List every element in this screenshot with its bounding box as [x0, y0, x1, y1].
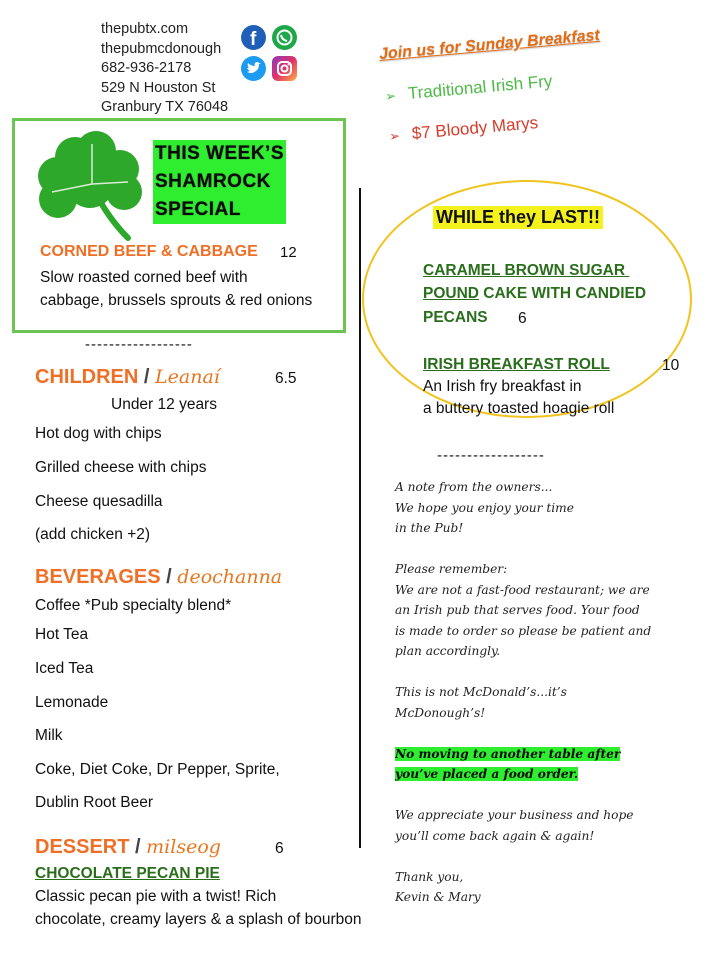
note-line: in the Pub! — [395, 521, 464, 535]
roll-description-line: An Irish fry breakfast in — [423, 378, 582, 395]
shamrock-special-title — [153, 140, 286, 224]
note-line: plan accordingly. — [395, 644, 501, 658]
note-line: A note from the owners... — [395, 480, 553, 494]
irish-breakfast-roll-price: 10 — [662, 357, 680, 374]
sunday-item-label: $7 Bloody Marys — [411, 113, 539, 144]
item-name-text: CAKE WITH CANDIED — [478, 285, 647, 302]
list-item: Hot dog with chips — [35, 425, 162, 442]
sunday-item-irish-fry — [384, 71, 553, 106]
instagram-icon[interactable] — [272, 56, 297, 81]
beverages-section-title: BEVERAGES / deochanna — [35, 566, 283, 588]
social-handle-text: thepubmcdonough — [101, 40, 222, 57]
social-icons — [240, 24, 300, 84]
arrow-bullet-icon: ➢ — [384, 88, 397, 105]
list-item: Cheese quesadilla — [35, 493, 163, 510]
list-item: Coke, Diet Coke, Dr Pepper, Sprite, — [35, 761, 280, 778]
note-line: Kevin & Mary — [395, 890, 481, 904]
facebook-icon[interactable] — [241, 25, 266, 50]
dessert-description-line: chocolate, creamy layers & a splash of bourbon — [35, 911, 362, 928]
while-they-last-banner: WHILE they LAST!! — [433, 206, 603, 229]
special-dish-name: CORNED BEEF & CABBAGE — [40, 243, 258, 260]
description-line: cabbage, brussels sprouts & red onions — [40, 292, 313, 309]
owners-note — [395, 477, 695, 908]
item-name-text: CARAMEL BROWN SUGAR — [423, 262, 630, 279]
list-item: Lemonade — [35, 694, 109, 711]
description-line: Slow roasted corned beef with — [40, 269, 248, 286]
irish-translation: milseog — [146, 836, 221, 858]
list-item: (add chicken +2) — [35, 526, 151, 543]
svg-text:f: f — [250, 29, 257, 50]
item-name-text: POUND — [423, 285, 479, 302]
caramel-cake-name — [423, 259, 646, 305]
list-item: Milk — [35, 727, 63, 744]
special-description — [40, 266, 340, 312]
roll-description-line: a buttery toasted hoagie roll — [423, 400, 615, 417]
divider: ------------------ — [85, 336, 193, 353]
section-title-text: CHILDREN — [35, 366, 139, 388]
note-line: an Irish pub that serves food. Your food — [395, 603, 640, 617]
irish-translation: deochanna — [177, 566, 283, 588]
note-line: This is not McDonald’s...it’s — [395, 685, 567, 699]
note-line: We hope you enjoy your time — [395, 500, 574, 515]
special-title-line: SHAMROCK — [155, 171, 271, 192]
note-line: you’ll come back again & again! — [395, 828, 595, 843]
note-line: We are not a fast-food restaurant; we are — [395, 582, 650, 597]
section-title-text: BEVERAGES — [35, 566, 161, 588]
dessert-dish-name: CHOCOLATE PECAN PIE — [35, 865, 220, 882]
list-item: Grilled cheese with chips — [35, 459, 207, 476]
street-text: 529 N Houston St — [101, 79, 216, 96]
whatsapp-icon[interactable] — [272, 25, 297, 50]
dessert-price: 6 — [275, 840, 284, 857]
city-text: Granbury TX 76048 — [101, 99, 229, 115]
children-price: 6.5 — [275, 370, 297, 387]
twitter-icon[interactable] — [241, 56, 266, 81]
note-line: McDonough’s! — [395, 705, 486, 720]
special-title-line: SPECIAL — [155, 199, 241, 220]
divider: ------------------ — [437, 447, 545, 464]
sunday-item-bloody-marys — [388, 113, 539, 146]
website-text[interactable]: thepubtx.com — [101, 21, 189, 37]
dessert-section-title: DESSERT / milseog — [35, 836, 221, 858]
phone-text: 682-936-2178 — [101, 60, 192, 76]
list-item: Dublin Root Beer — [35, 794, 154, 811]
shamrock-icon — [32, 124, 154, 244]
contact-info — [101, 20, 228, 118]
note-line: Please remember: — [395, 562, 508, 576]
highlighted-note-line: No moving to another table after — [395, 746, 621, 761]
arrow-bullet-icon: ➢ — [388, 128, 401, 145]
caramel-cake-name-line3: PECANS — [423, 309, 488, 326]
special-price: 12 — [280, 244, 297, 261]
children-note: Under 12 years — [111, 396, 217, 413]
children-section-title: CHILDREN / Leanaí — [35, 366, 220, 388]
dessert-description-line: Classic pecan pie with a twist! Rich — [35, 888, 277, 905]
sunday-item-label: Traditional Irish Fry — [407, 71, 554, 104]
list-item: Coffee *Pub specialty blend* — [35, 597, 232, 614]
list-item: Hot Tea — [35, 626, 89, 643]
note-line: Thank you, — [395, 869, 464, 884]
section-title-text: DESSERT — [35, 836, 130, 858]
irish-translation: Leanaí — [155, 366, 220, 388]
column-divider — [359, 188, 361, 848]
note-line: We appreciate your business and hope — [395, 808, 634, 822]
list-item: Iced Tea — [35, 660, 94, 677]
special-title-line: THIS WEEK’S — [155, 143, 285, 164]
highlighted-note-line: you’ve placed a food order. — [395, 767, 579, 781]
note-line: is made to order so please be patient and — [395, 623, 652, 638]
caramel-cake-price: 6 — [518, 310, 527, 327]
irish-breakfast-roll-name: IRISH BREAKFAST ROLL — [423, 356, 610, 373]
sunday-breakfast-title: Join us for Sunday Breakfast — [378, 26, 601, 64]
